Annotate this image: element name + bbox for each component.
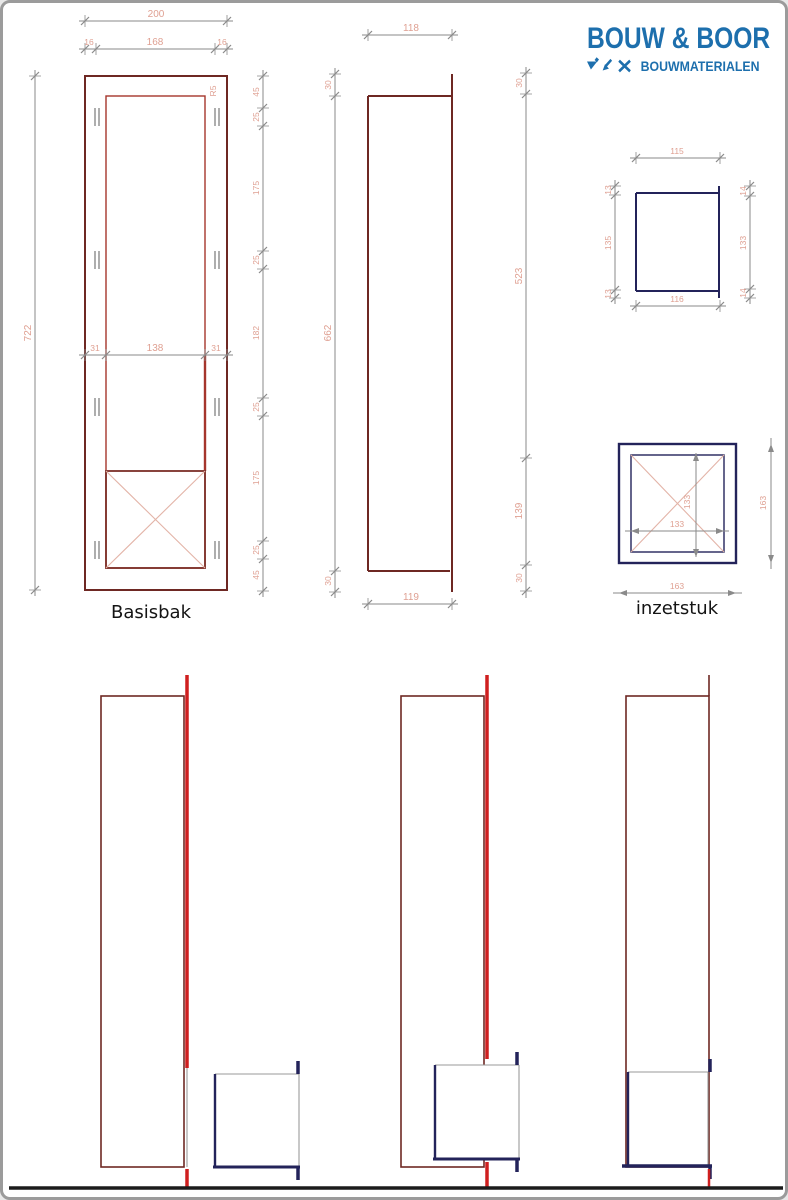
dim-rc-4: 182 [251,325,261,341]
step2-insert [433,1052,520,1172]
dim-rc-6: 175 [251,470,261,486]
dim-right-chain-group [251,70,269,597]
dim-section-bottom-group [362,592,458,610]
dim-src-1: 523 [514,267,525,285]
assembly-step-1 [101,675,300,1187]
step1-bak-outline [101,696,184,1167]
basisbak-slot-marks [95,108,219,559]
screw-icon [603,59,612,70]
dim-rc-3: 25 [251,255,261,265]
dim-plc-2: 13 [603,289,613,299]
dim-flange-right: 16 [217,37,227,47]
inzetstuk-label: inzetstuk [635,598,719,619]
dim-total-height: 722 [23,324,34,342]
dim-rc-0: 45 [251,87,261,97]
dim-plc-1: 135 [603,235,613,251]
dim-slc-0: 30 [323,80,333,90]
section-profile-outline [368,74,452,592]
dim-total-height-group [23,70,41,596]
dim-rc-7: 25 [251,545,261,555]
technical-drawing-canvas [3,3,788,1200]
basisbak-cross-diagonals [106,471,205,568]
dim-section-right-chain [514,67,532,598]
logo [587,23,783,75]
dim-mid-chain-group [79,343,233,361]
dim-prc-1: 133 [738,235,748,251]
dim-inzet-inner-vertical [682,453,699,557]
dim-section-bottom: 119 [403,592,419,603]
dim-rc-2: 175 [251,180,261,196]
dim-profile-bottom-group [630,294,726,312]
inzetstuk-plan-drawing [613,438,774,619]
dim-profile-right-chain [738,180,756,304]
dim-flange-left: 16 [84,37,94,47]
basisbak-plan-drawing [23,9,269,623]
dim-total-width: 200 [147,9,165,20]
dim-prc-0: 14 [738,186,748,196]
dim-src-3: 30 [514,573,524,583]
basisbak-section-drawing [323,23,532,610]
dim-slc-1: 662 [323,324,334,342]
step3-insert [622,1059,712,1179]
dim-src-2: 139 [514,502,525,520]
dim-section-top-group [362,23,458,41]
dim-section-top: 118 [403,23,419,34]
dim-profile-top: 115 [670,146,684,156]
dim-inzet-outer-h: 163 [758,495,768,511]
dim-inzet-outer-bottom [613,581,742,596]
dim-mc-2: 31 [211,343,221,353]
basisbak-inner-outline [106,96,205,568]
inzetstuk-diagonals [631,455,724,552]
step1-insert [213,1061,300,1180]
dim-inzet-outer-right [758,438,774,569]
dim-mc-1: 138 [146,343,164,354]
dim-slc-2: 30 [323,576,333,586]
dim-top-chain-group [79,37,233,55]
logo-subtitle: BOUWMATERIALEN [640,57,760,74]
crossed-tools-icon [619,60,630,71]
logo-icons [587,57,637,75]
dim-inner-width: 168 [146,37,164,48]
dim-prc-2: 14 [738,288,748,298]
dim-rc-5: 25 [251,402,261,412]
inzet-profile-drawing [603,146,756,312]
dim-total-width-group [79,9,233,27]
inzet-profile-outline [636,186,719,298]
dim-profile-left-chain [603,180,621,304]
dim-plc-0: 13 [603,185,613,195]
dim-corner-radius: R5 [208,85,218,97]
dim-inzet-outer-w: 163 [669,581,685,591]
dim-mc-0: 31 [90,343,100,353]
dim-section-left-chain [323,68,341,598]
basisbak-label: Basisbak [110,602,192,623]
dim-rc-8: 45 [251,570,261,580]
assembly-step-3 [622,675,712,1187]
assembly-step-2 [401,675,520,1187]
dim-inzet-inner-h: 133 [682,494,692,510]
dim-src-0: 30 [514,78,524,88]
dim-inzet-inner-w: 133 [669,519,685,529]
dim-profile-bottom: 116 [670,294,684,304]
trowel-icon [587,57,599,69]
dim-inzet-inner-horizontal [625,519,729,534]
dim-rc-1: 25 [251,112,261,122]
logo-title: BOUW & BOOR [587,22,771,55]
dim-profile-top-group [630,146,726,164]
